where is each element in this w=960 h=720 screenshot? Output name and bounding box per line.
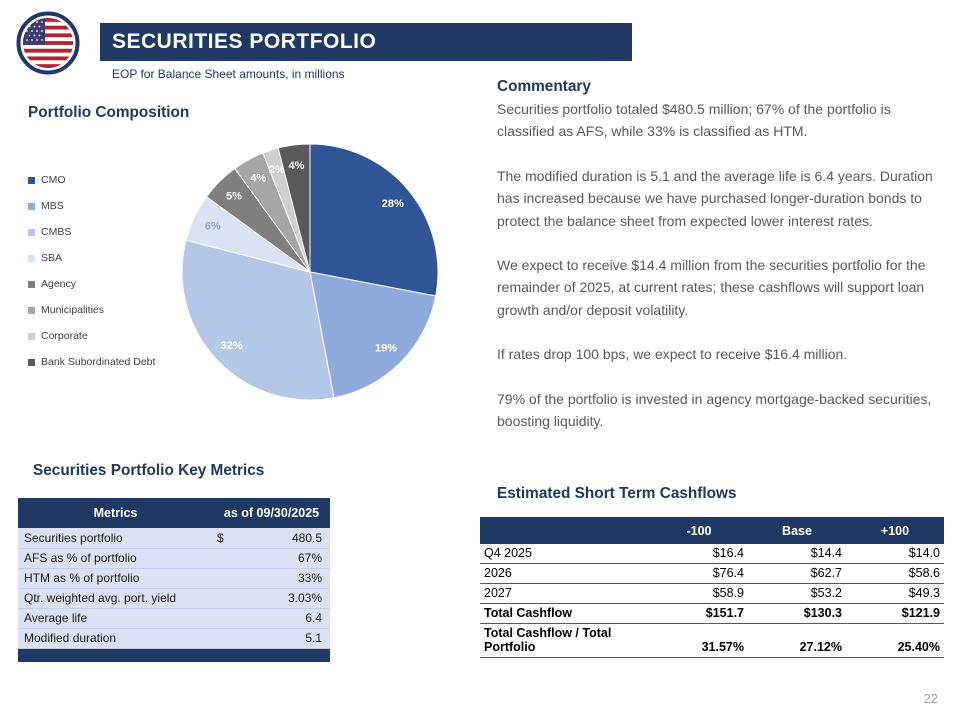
- metric-value-cell: [213, 528, 330, 548]
- commentary-paragraph: 79% of the portfolio is invested in agency mortgage-backed securities, boosting liquidity.: [497, 390, 932, 430]
- cashflows-title: Estimated Short Term Cashflows: [497, 485, 737, 502]
- commentary-body: [497, 98, 949, 454]
- legend-swatch: [28, 203, 35, 210]
- cashflow-value: $53.2: [748, 584, 846, 604]
- metric-value: 5.1: [305, 631, 322, 645]
- metrics-row: [18, 568, 330, 588]
- legend-label: Agency: [41, 278, 77, 290]
- slide-subtitle: EOP for Balance Sheet amounts, in millions: [112, 67, 345, 81]
- cashflows-scenario-header: +100: [846, 517, 944, 544]
- legend-item: [28, 278, 155, 290]
- cashflows-header: [480, 517, 944, 544]
- cashflow-row-label: Total Cashflow / Total Portfolio: [480, 624, 650, 658]
- legend-label: SBA: [41, 252, 63, 264]
- pie-legend: [28, 174, 155, 368]
- asof-col-header: as of 09/30/2025: [213, 498, 330, 528]
- metrics-row: [18, 528, 330, 548]
- page-number: 22: [923, 691, 938, 706]
- cashflows-scenario-header: Base: [748, 517, 846, 544]
- metric-label: Average life: [18, 608, 213, 628]
- metric-value-prefix: $: [217, 530, 224, 545]
- legend-item: [28, 226, 155, 238]
- cashflows-table: [480, 517, 944, 658]
- metric-value-cell: [213, 608, 330, 628]
- pie-slice-label: 28%: [381, 198, 404, 210]
- commentary-title: Commentary: [497, 78, 591, 95]
- cashflow-value: $58.6: [846, 564, 944, 584]
- cashflows-scenario-header: -100: [650, 517, 748, 544]
- commentary-paragraph: Securities portfolio totaled $480.5 million; 67% of the portfolio is classified as AFS, while 33% is classified as HTM.: [497, 101, 891, 140]
- legend-label: CMBS: [41, 226, 72, 238]
- pie-slice-label: 6%: [204, 220, 221, 233]
- commentary-paragraph: We expect to receive $14.4 million from the securities portfolio for the remainder of 2025, at current rates; these cashflows will support loan growth and/or deposit volatility.: [497, 257, 926, 318]
- cashflow-row: [480, 544, 944, 564]
- legend-label: Bank Subordinated Debt: [41, 356, 156, 368]
- pie-slice-label: 32%: [220, 340, 243, 353]
- pie-slice-label: 19%: [374, 342, 398, 355]
- cashflow-value: $14.0: [846, 544, 944, 564]
- cashflow-value: $16.4: [650, 544, 748, 564]
- cashflow-row-label: 2026: [480, 564, 650, 584]
- legend-label: Corporate: [41, 330, 88, 342]
- legend-swatch: [28, 177, 35, 184]
- cashflow-row-label: Q4 2025: [480, 544, 650, 564]
- cashflow-value: $14.4: [748, 544, 846, 564]
- metrics-header-row: [18, 498, 330, 528]
- metric-label: AFS as % of portfolio: [18, 548, 213, 568]
- legend-item: [28, 252, 155, 264]
- metric-label: Qtr. weighted avg. port. yield: [18, 588, 213, 608]
- cashflow-row: [480, 584, 944, 604]
- cashflow-value: $151.7: [650, 604, 748, 624]
- metric-value: 480.5: [291, 530, 322, 545]
- cashflow-row-label: 2027: [480, 584, 650, 604]
- cashflow-value: $49.3: [846, 584, 944, 604]
- cashflows-body: [480, 544, 944, 658]
- legend-item: [28, 174, 155, 186]
- cashflow-value: $121.9: [846, 604, 944, 624]
- us-flag-icon: [16, 11, 80, 75]
- metrics-footer-row: [18, 648, 330, 662]
- cashflow-value: 27.12%: [748, 624, 846, 658]
- pie-slice-label: 4%: [250, 172, 267, 185]
- metric-value: 33%: [297, 571, 322, 585]
- metrics-table-body: [18, 528, 330, 648]
- cashflow-value: 25.40%: [846, 624, 944, 658]
- cashflow-row-label: Total Cashflow: [480, 604, 650, 624]
- metric-value-cell: [213, 588, 330, 608]
- legend-swatch: [28, 359, 35, 366]
- legend-item: [28, 330, 155, 342]
- metric-value-cell: [213, 628, 330, 648]
- legend-label: CMO: [41, 174, 66, 186]
- metric-label: HTM as % of portfolio: [18, 568, 213, 588]
- legend-label: Municipalities: [41, 304, 105, 316]
- metric-label: Securities portfolio: [18, 528, 213, 548]
- us-flag-logo: [16, 11, 80, 75]
- slide-title: SECURITIES PORTFOLIO: [112, 30, 377, 53]
- title-banner: [100, 23, 632, 61]
- commentary-paragraph: The modified duration is 5.1 and the average life is 6.4 years. Duration has increased because we have purchased longer-duration bonds to protect the balance sheet from expected lower interest rates.: [497, 167, 933, 229]
- legend-item: [28, 356, 155, 368]
- cashflow-row: [480, 564, 944, 584]
- cashflow-value: $130.3: [748, 604, 846, 624]
- pie-slice-label: 4%: [288, 159, 305, 172]
- metric-value: 3.03%: [287, 591, 322, 605]
- metric-value-cell: [213, 568, 330, 588]
- metrics-col-header: Metrics: [18, 498, 213, 528]
- key-metrics-table: [18, 498, 330, 662]
- metric-value-cell: [213, 548, 330, 568]
- portfolio-pie-chart: [170, 132, 450, 412]
- pie-slice-label: 5%: [226, 190, 242, 203]
- legend-swatch: [28, 307, 35, 314]
- cashflows-label-col-header: [480, 517, 650, 544]
- cashflow-value: $62.7: [748, 564, 846, 584]
- commentary-paragraph: If rates drop 100 bps, we expect to receive $16.4 million.: [497, 346, 848, 363]
- cashflow-row: [480, 624, 944, 658]
- metrics-footer-bar: [18, 648, 330, 662]
- cashflow-value: $58.9: [650, 584, 748, 604]
- metric-label: Modified duration: [18, 628, 213, 648]
- pie-slice-cmo: [310, 144, 438, 296]
- metrics-row: [18, 628, 330, 648]
- legend-swatch: [28, 333, 35, 340]
- pie-slice-label: 2%: [268, 164, 285, 177]
- legend-swatch: [28, 281, 35, 288]
- legend-swatch: [28, 255, 35, 262]
- cashflows-header-row: [480, 517, 944, 544]
- metrics-row: [18, 548, 330, 568]
- metrics-row: [18, 608, 330, 628]
- legend-item: [28, 304, 155, 316]
- metrics-row: [18, 588, 330, 608]
- metric-value: 67%: [297, 551, 322, 565]
- portfolio-composition-title: Portfolio Composition: [28, 104, 190, 121]
- legend-label: MBS: [41, 200, 64, 212]
- cashflow-row: [480, 604, 944, 624]
- legend-item: [28, 200, 155, 212]
- cashflow-value: 31.57%: [650, 624, 748, 658]
- legend-swatch: [28, 229, 35, 236]
- metric-value: 6.4: [305, 611, 322, 625]
- key-metrics-title: Securities Portfolio Key Metrics: [33, 462, 265, 479]
- cashflow-value: $76.4: [650, 564, 748, 584]
